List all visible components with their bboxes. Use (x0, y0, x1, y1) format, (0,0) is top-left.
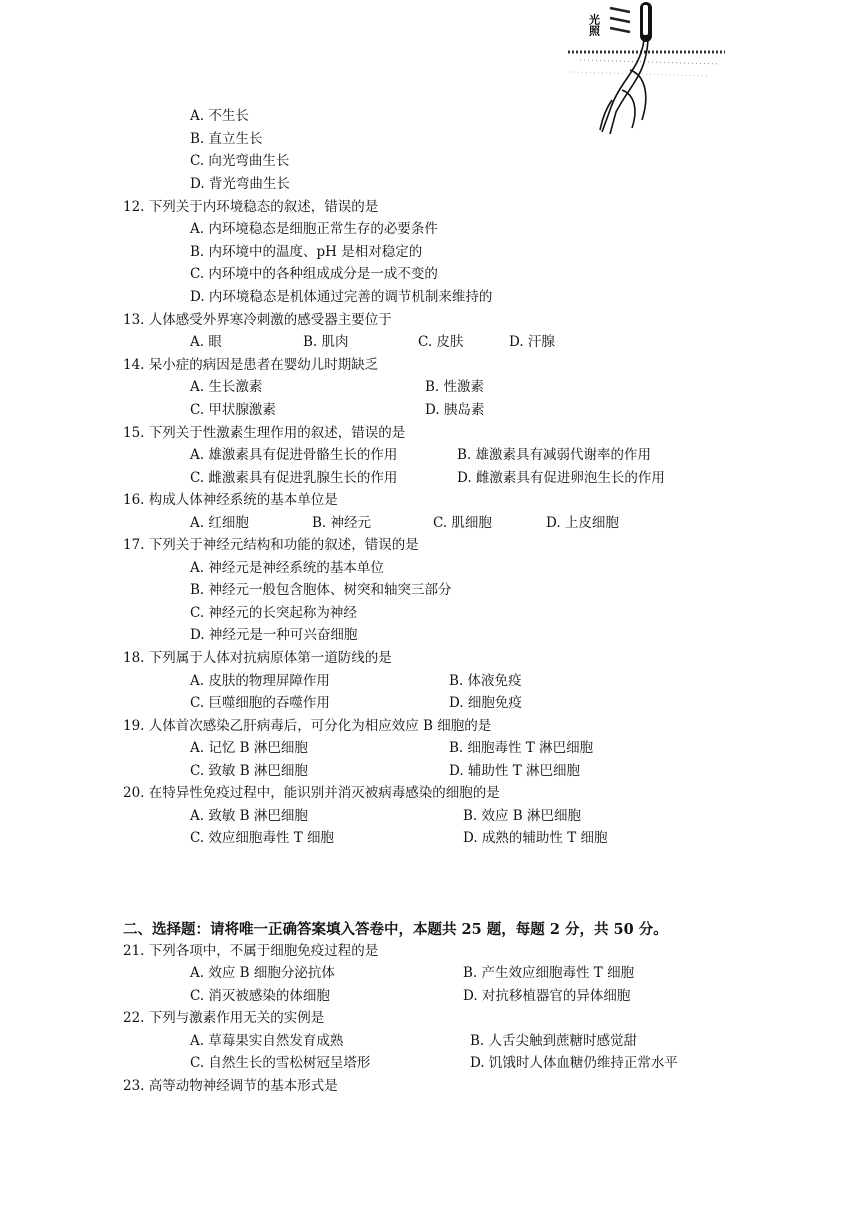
q11-option-b: B. 直立生长 (190, 131, 263, 147)
q21-stem: 21. 下列各项中，不属于细胞免疫过程的是 (123, 943, 379, 959)
q13-option-a: A. 眼 (190, 334, 222, 350)
q22-option-c: C. 自然生长的雪松树冠呈塔形 (190, 1055, 371, 1071)
q11-option-c: C. 向光弯曲生长 (190, 153, 290, 169)
q19-option-d: D. 辅助性 T 淋巴细胞 (449, 763, 581, 779)
q14-stem: 14. 呆小症的病因是患者在婴幼儿时期缺乏 (123, 357, 379, 373)
q22-stem: 22. 下列与激素作用无关的实例是 (123, 1010, 325, 1026)
q17-option-d: D. 神经元是一种可兴奋细胞 (190, 627, 358, 643)
q14-option-a: A. 生长激素 (190, 379, 263, 395)
q16-option-d: D. 上皮细胞 (546, 515, 619, 531)
q13-option-d: D. 汗腺 (509, 334, 555, 350)
q20-option-c: C. 效应细胞毒性 T 细胞 (190, 830, 335, 846)
q12-option-c: C. 内环境中的各种组成成分是一成不变的 (190, 266, 438, 282)
q19-option-c: C. 致敏 B 淋巴细胞 (190, 763, 308, 779)
q23-stem: 23. 高等动物神经调节的基本形式是 (123, 1078, 338, 1094)
q20-stem: 20. 在特异性免疫过程中，能识别并消灭被病毒感染的细胞的是 (123, 785, 500, 801)
q15-stem: 15. 下列关于性激素生理作用的叙述，错误的是 (123, 425, 406, 441)
q19-option-a: A. 记忆 B 淋巴细胞 (190, 740, 308, 756)
q18-stem: 18. 下列属于人体对抗病原体第一道防线的是 (123, 650, 392, 666)
q22-option-b: B. 人舌尖触到蔗糖时感觉甜 (470, 1033, 638, 1049)
q12-stem: 12. 下列关于内环境稳态的叙述，错误的是 (123, 199, 379, 215)
q20-option-a: A. 致敏 B 淋巴细胞 (190, 808, 308, 824)
q20-option-d: D. 成熟的辅助性 T 细胞 (463, 830, 608, 846)
q13-option-c: C. 皮肤 (418, 334, 464, 350)
section-2-heading: 二、选择题：请将唯一正确答案填入答卷中，本题共 25 题，每题 2 分，共 50 分。 (123, 921, 668, 938)
q22-option-a: A. 草莓果实自然发育成熟 (190, 1033, 344, 1049)
q11-option-a: A. 不生长 (190, 108, 249, 124)
q13-stem: 13. 人体感受外界寒冷刺激的感受器主要位于 (123, 312, 392, 328)
q14-option-d: D. 胰岛素 (425, 402, 485, 418)
q17-option-a: A. 神经元是神经系统的基本单位 (190, 560, 384, 576)
q15-option-a: A. 雄激素具有促进骨骼生长的作用 (190, 447, 398, 463)
q18-option-d: D. 细胞免疫 (449, 695, 522, 711)
q12-option-a: A. 内环境稳态是细胞正常生存的必要条件 (190, 221, 438, 237)
q19-stem: 19. 人体首次感染乙肝病毒后，可分化为相应效应 B 细胞的是 (123, 718, 492, 734)
light-label: 光照 (587, 14, 601, 36)
q17-option-b: B. 神经元一般包含胞体、树突和轴突三部分 (190, 582, 452, 598)
q11-option-d: D. 背光弯曲生长 (190, 176, 290, 192)
phototropism-figure (550, 0, 730, 140)
q16-option-a: A. 红细胞 (190, 515, 249, 531)
q18-option-a: A. 皮肤的物理屏障作用 (190, 673, 330, 689)
q18-option-c: C. 巨噬细胞的吞噬作用 (190, 695, 330, 711)
q21-option-a: A. 效应 B 细胞分泌抗体 (190, 965, 335, 981)
q12-option-d: D. 内环境稳态是机体通过完善的调节机制来维持的 (190, 289, 493, 305)
q19-option-b: B. 细胞毒性 T 淋巴细胞 (449, 740, 594, 756)
q15-option-b: B. 雄激素具有减弱代谢率的作用 (457, 447, 652, 463)
q21-option-d: D. 对抗移植器官的异体细胞 (463, 988, 631, 1004)
q17-stem: 17. 下列关于神经元结构和功能的叙述，错误的是 (123, 537, 419, 553)
q17-option-c: C. 神经元的长突起称为神经 (190, 605, 357, 621)
q13-option-b: B. 肌肉 (303, 334, 349, 350)
q21-option-c: C. 消灭被感染的体细胞 (190, 988, 330, 1004)
q15-option-c: C. 雌激素具有促进乳腺生长的作用 (190, 470, 398, 486)
q18-option-b: B. 体液免疫 (449, 673, 522, 689)
q15-option-d: D. 雌激素具有促进卵泡生长的作用 (457, 470, 665, 486)
q14-option-c: C. 甲状腺激素 (190, 402, 276, 418)
q14-option-b: B. 性激素 (425, 379, 485, 395)
q21-option-b: B. 产生效应细胞毒性 T 细胞 (463, 965, 635, 981)
q20-option-b: B. 效应 B 淋巴细胞 (463, 808, 582, 824)
q22-option-d: D. 饥饿时人体血糖仍维持正常水平 (470, 1055, 678, 1071)
q16-option-c: C. 肌细胞 (433, 515, 492, 531)
q16-stem: 16. 构成人体神经系统的基本单位是 (123, 492, 338, 508)
q16-option-b: B. 神经元 (312, 515, 372, 531)
q12-option-b: B. 内环境中的温度、pH 是相对稳定的 (190, 244, 423, 260)
